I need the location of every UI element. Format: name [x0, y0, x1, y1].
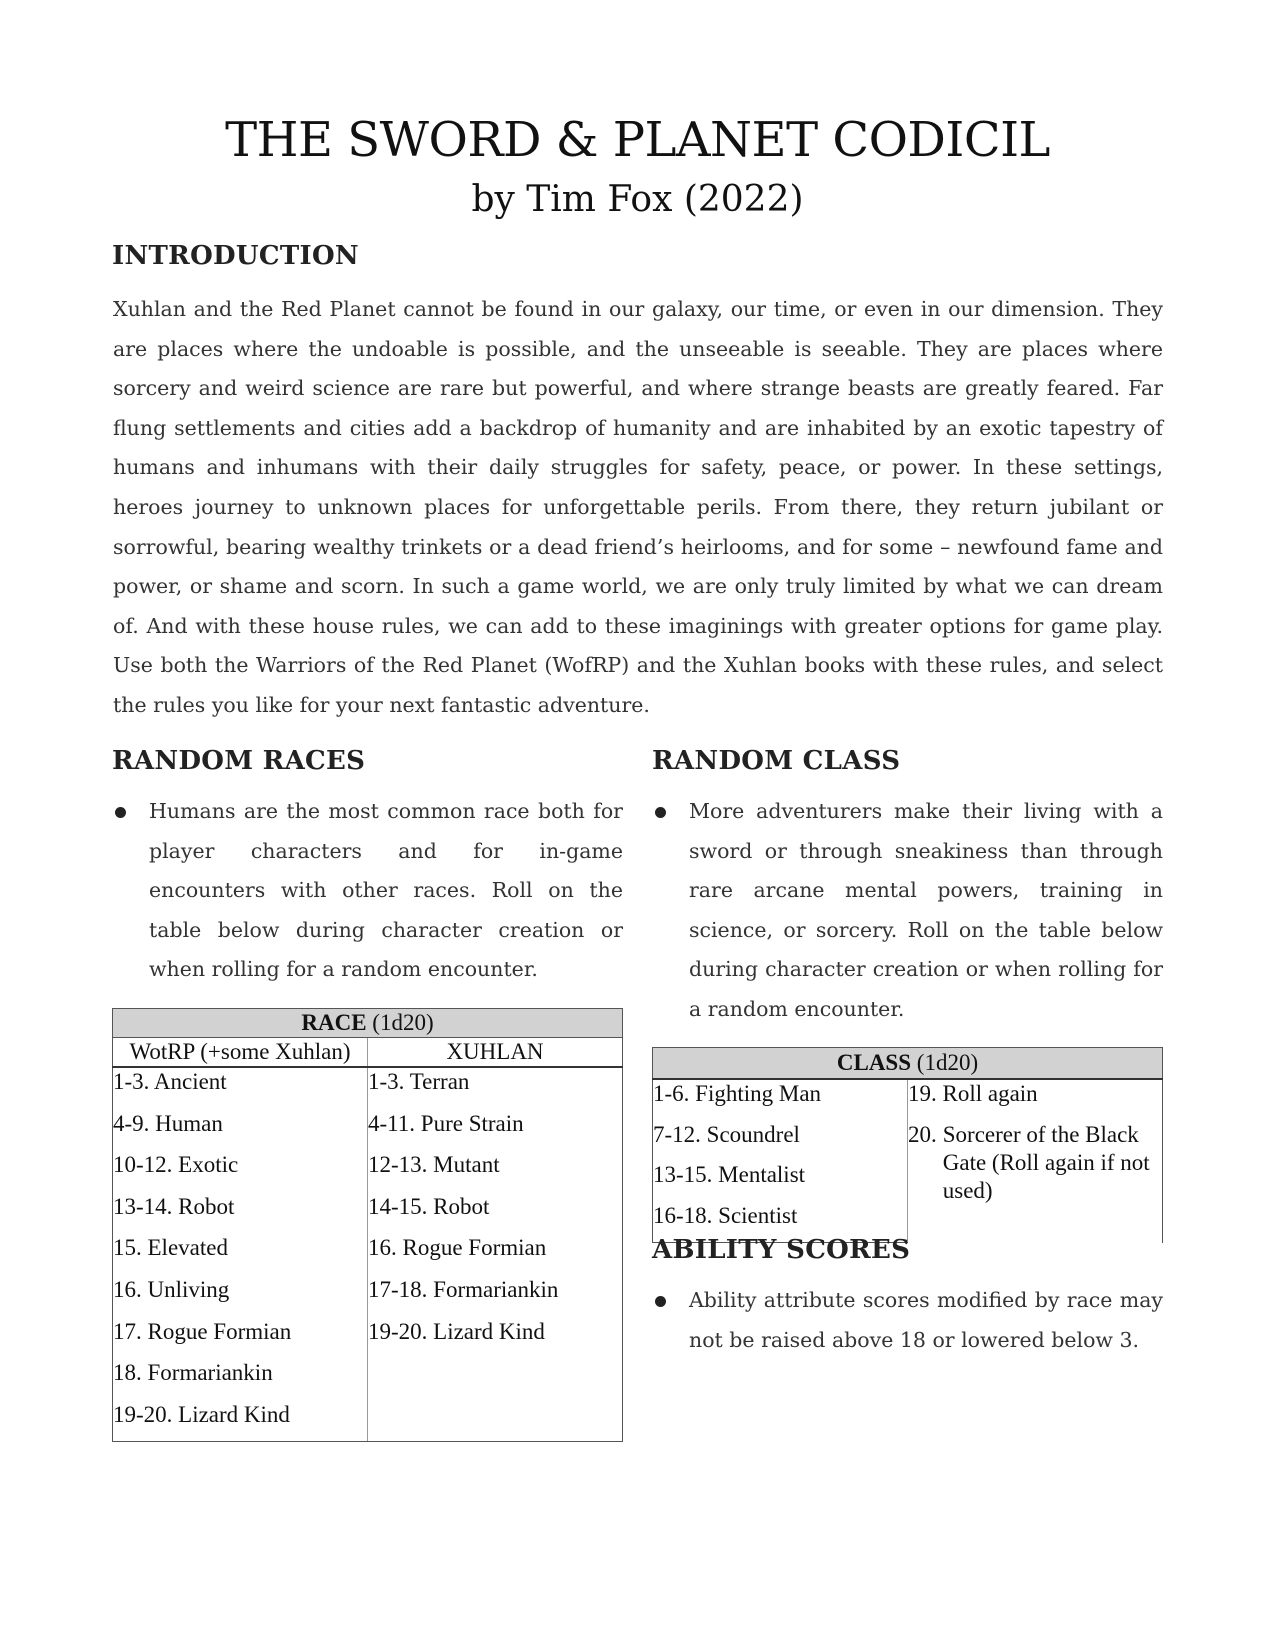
class-table	[652, 1047, 1163, 1243]
random-class-bullet: More adventurers make their living with a sword or through sneakiness than through rare arcane mental powers, training in science, or sorcery. Roll on the table below during character creation or when rolling for a random encounter.	[689, 799, 1163, 1021]
table-row: 15. Elevated 16. Rogue Formian	[113, 1234, 623, 1276]
list-item: 20. Sorcerer of the Black Gate (Roll again if not used)	[908, 1121, 1150, 1203]
random-races-heading: RANDOM RACES	[112, 746, 366, 776]
ability-scores-heading: ABILITY SCORES	[652, 1235, 911, 1265]
bullet-icon	[115, 807, 126, 818]
bullet-icon	[655, 807, 666, 818]
table-row: 18. Formariankin	[113, 1359, 623, 1401]
document-byline: by Tim Fox (2022)	[471, 179, 804, 220]
table-row: 16-18. Scientist	[653, 1202, 1163, 1243]
bullet-icon	[655, 1296, 666, 1307]
document-title: THE SWORD & PLANET CODICIL	[225, 112, 1050, 168]
ability-scores-bullet: Ability attribute scores modified by race may not be raised above 18 or lowered below 3.	[689, 1288, 1163, 1352]
random-class-heading: RANDOM CLASS	[652, 746, 901, 776]
race-table-title: RACE (1d20)	[113, 1009, 623, 1038]
table-row: 1-6. Fighting Man 19. Roll again	[653, 1079, 1163, 1121]
table-row: 13-15. Mentalist	[653, 1161, 1163, 1202]
introduction-paragraph: Xuhlan and the Red Planet cannot be found in our galaxy, our time, or even in our dimension. They are places where the undoable is possible, and the unseeable is seeable. They are places where sorcery and weird science are rare but powerful, and where strange beasts are greatly feared. Far flung settlements and cities add a backdrop of humanity and are inhabited by an exotic tapestry of humans and inhumans with their daily struggles for safety, peace, or power. In these settings, heroes journey to unknown places for unforgettable perils. From there, they return jubilant or sorrowful, bearing wealthy trinkets or a dead friend’s heirlooms, and for some – newfound fame and power, or shame and scorn. In such a game world, we are only truly limited by what we can dream of. And with these house rules, we can add to these imaginings with greater options for game play. Use both the Warriors of the Red Planet (WofRP) and the Xuhlan books with these rules, and select the rules you like for your next fantastic adventure.	[113, 297, 1163, 717]
introduction-heading: INTRODUCTION	[112, 241, 359, 271]
table-row: 1-3. Ancient 1-3. Terran	[113, 1067, 623, 1110]
table-row: 17. Rogue Formian 19-20. Lizard Kind	[113, 1318, 623, 1360]
table-row: 13-14. Robot 14-15. Robot	[113, 1193, 623, 1235]
race-table	[112, 1008, 623, 1442]
table-row: 19-20. Lizard Kind	[113, 1401, 623, 1442]
table-row: 10-12. Exotic 12-13. Mutant	[113, 1151, 623, 1193]
class-table-title: CLASS (1d20)	[653, 1048, 1163, 1080]
table-row: 16. Unliving 17-18. Formariankin	[113, 1276, 623, 1318]
race-table-col1-header: WotRP (+some Xuhlan)	[113, 1038, 368, 1068]
random-races-bullet: Humans are the most common race both for player characters and for in-game encounters with other races. Roll on the table below during character creation or when rolling for a random encounter.	[149, 799, 623, 982]
table-row: 4-9. Human 4-11. Pure Strain	[113, 1110, 623, 1152]
race-table-col2-header: XUHLAN	[368, 1038, 623, 1068]
table-row: 7-12. Scoundrel 20. Sorcerer of the Black Gate (Roll again if not used)	[653, 1121, 1163, 1162]
